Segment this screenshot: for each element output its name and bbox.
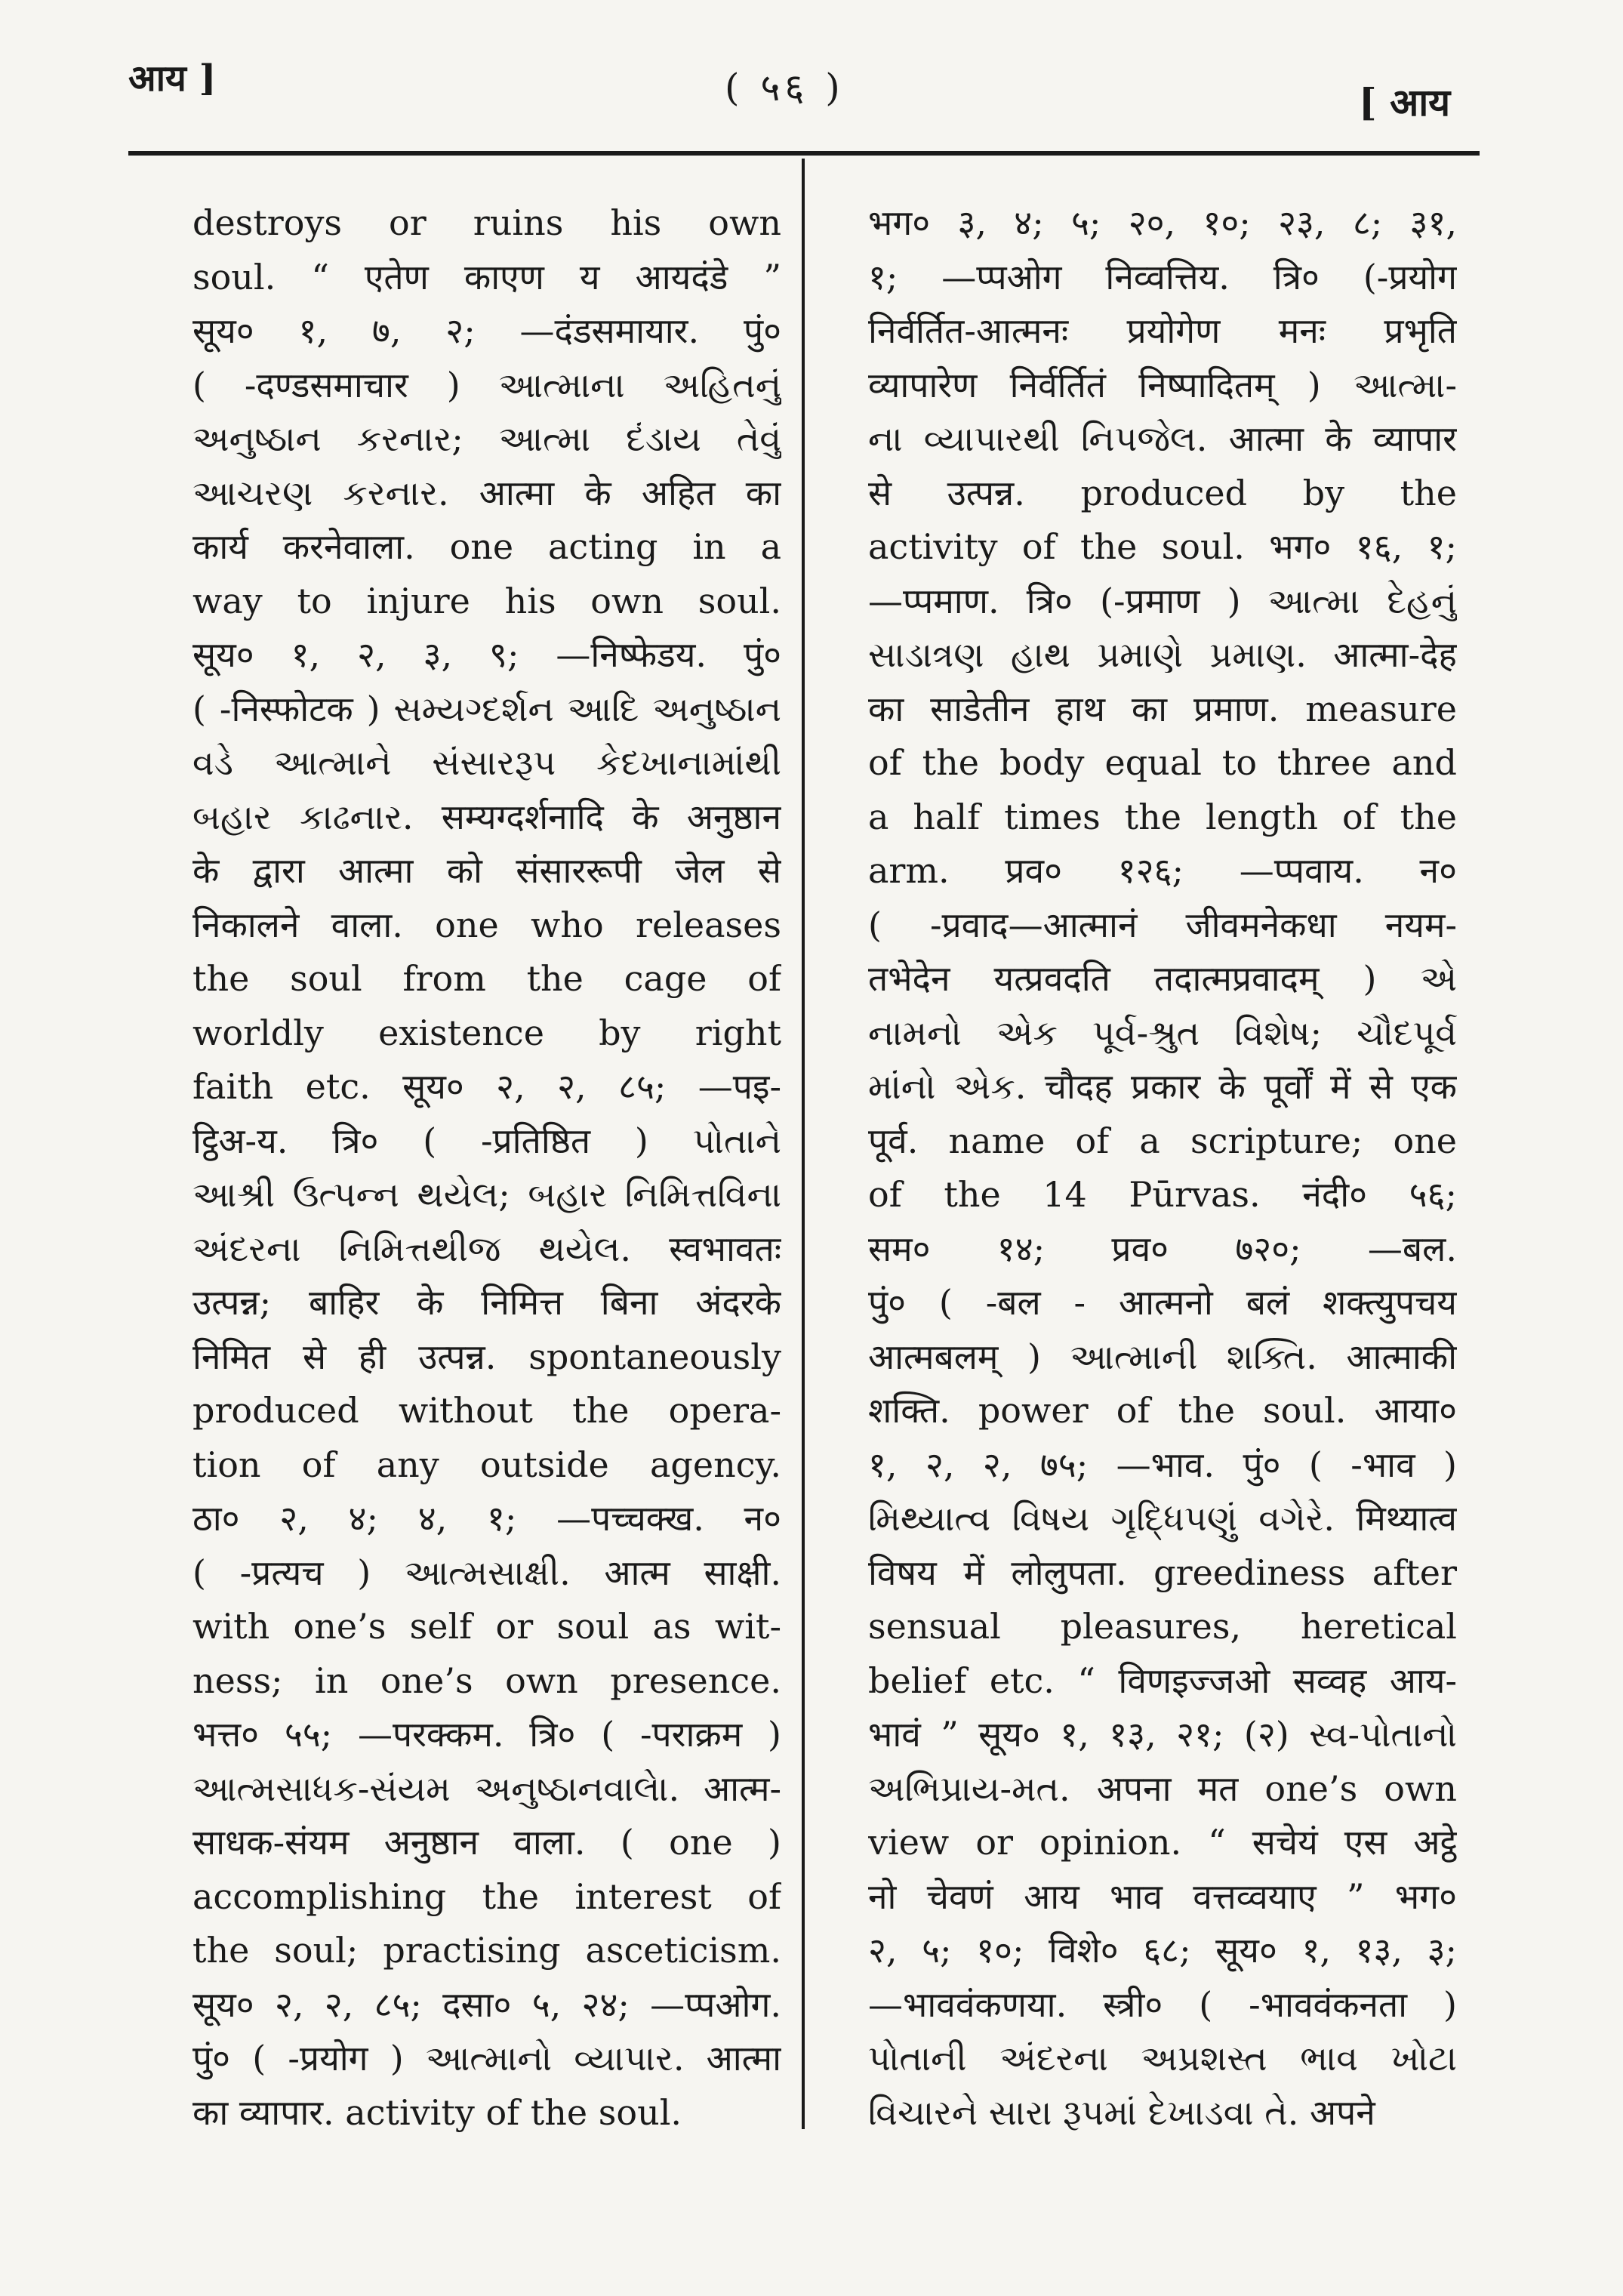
text-line: the soul; practising asceticism.	[192, 1930, 781, 1971]
text-line: આશ્રી ઉત્પન્ન થયેલ; બહાર નિમિત્તવિના	[192, 1174, 781, 1215]
text-line: with one’s self or soul as wit-	[192, 1606, 781, 1647]
header-left-guide-word: आय ]	[128, 57, 217, 100]
text-line: activity of the soul. भग० १६, १;	[868, 526, 1457, 567]
text-line: व्यापारेण निर्वर्तितं निष्पादितम् ) આત્મા-	[868, 364, 1457, 405]
text-line: का साडेतीन हाथ का प्रमाण. measure	[868, 688, 1457, 729]
text-line: से उत्पन्न. produced by the	[868, 472, 1457, 513]
text-line: १, २, २, ७५; —भाव. पुं० ( -भाव )	[868, 1444, 1457, 1485]
text-line: the soul from the cage of	[192, 958, 781, 999]
text-line: विषय में लोलुपता. greediness after	[868, 1552, 1457, 1593]
text-line: ( -प्रवाद—आत्मानं जीवमनेकधा नयम-	[868, 904, 1457, 945]
text-line: पुं० ( -प्रयोग ) આત્માનો વ્યાપાર. आत्मा	[192, 2038, 781, 2079]
header-right-guide-word: [ आय	[1359, 80, 1451, 125]
text-line: વડે આત્માને સંસારરૂપ કેદખાનામાંથી	[192, 742, 781, 783]
text-line: વિચારને સારા રૂપમાં દેખાડવા તે. अपने	[868, 2091, 1375, 2133]
text-line: ( -प्रत्यच ) આત્મસાક્ષી. आत्म साक्षी.	[192, 1552, 781, 1593]
page-number: ( ५६ )	[725, 66, 845, 109]
text-line: सूय० १, ७, २; —दंडसमायार. पुं०	[192, 310, 781, 351]
text-line: સાડાત્રણ હાથ પ્રમાણે પ્રમાણ. आत्मा-देह	[868, 634, 1457, 675]
text-line: accomplishing the interest of	[192, 1875, 781, 1917]
text-line: साधक-संयम अनुष्ठान वाला. ( one )	[192, 1822, 781, 1863]
text-line: निर्वर्तित-आत्मनः प्रयोगेण मनः प्रभृति	[868, 310, 1457, 351]
text-line: of the body equal to three and	[868, 742, 1457, 783]
text-line: ness; in one’s own presence.	[192, 1660, 781, 1701]
text-line: અનુષ્ઠાન કરનાર; આત્મા દંડાય તેવું	[192, 418, 781, 459]
text-line: મિથ્યાત્વ વિષય ગૃદ્ધિપણું વગેરે. मिथ्यात्व	[868, 1498, 1457, 1539]
text-line: of the 14 Pūrvas. नंदी० ५६;	[868, 1174, 1457, 1215]
text-line: —प्पमाण. त्रि० (-प्रमाण ) આત્મા દેહનું	[868, 580, 1457, 621]
text-line: सम० १४; प्रव० ७२०; —बल.	[868, 1228, 1457, 1269]
text-line: आत्मबलम् ) આત્માની શક્તિ. आत्माकी	[868, 1336, 1457, 1377]
text-line: destroys or ruins his own	[192, 202, 781, 243]
text-line: arm. प्रव० १२६; —प्पवाय. न०	[868, 850, 1457, 891]
text-line: भावं ” सूय० १, १३, २१; (२) સ્વ-પોતાનો	[868, 1714, 1457, 1755]
text-line: कार्य करनेवाला. one acting in a	[192, 526, 781, 567]
text-line: पूर्व. name of a scripture; one	[868, 1120, 1457, 1161]
text-line: soul. “ एतेण काएण य आयदंडे ”	[192, 256, 781, 297]
text-line: belief etc. “ विणइज्जओ सव्वह आय-	[868, 1660, 1457, 1701]
left-column	[192, 196, 781, 2140]
text-line: નામનો એક પૂર્વ-શ્રુત વિશેષ; ચૌદપૂર્વ	[868, 1012, 1457, 1053]
header-rule	[128, 151, 1480, 156]
text-line: ( -निस्फोटक ) સમ્યગ્દર્શન આદિ અનુષ્ઠાન	[192, 688, 781, 729]
text-line: ( -दण्डसमाचार ) આત્માના અહિતનું	[192, 364, 781, 405]
text-line: तभेदेन यत्प्रवदति तदात्मप्रवादम् ) એ	[868, 958, 1457, 999]
text-line: અભિપ્રાય-મત. अपना मत one’s own	[868, 1767, 1457, 1809]
text-line: આચરણ કરનાર. आत्मा के अहित का	[192, 472, 781, 513]
text-line: उत्पन्न; बाहिर के निमित्त बिना अंदरके	[192, 1282, 781, 1323]
text-line: માંનો એક. चौदह प्रकार के पूर्वों में से एक	[868, 1066, 1457, 1107]
text-line: सूय० १, २, ३, ९; —निष्फेडय. पुं०	[192, 634, 781, 675]
text-line: produced without the opera-	[192, 1390, 781, 1431]
text-line: sensual pleasures, heretical	[868, 1606, 1457, 1647]
text-line: भत्त० ५५; —परक्कम. त्रि० ( -पराक्रम )	[192, 1714, 781, 1755]
text-line: worldly existence by right	[192, 1012, 781, 1053]
text-line: tion of any outside agency.	[192, 1444, 781, 1485]
text-line: सूय० २, २, ८५; दसा० ५, २४; —प्पओग.	[192, 1983, 781, 2025]
text-line: निमित से ही उत्पन्न. spontaneously	[192, 1336, 781, 1377]
text-line: २, ५; १०; विशे० ६८; सूय० १, १३, ३;	[868, 1930, 1457, 1971]
text-line: निकालने वाला. one who releases	[192, 904, 781, 945]
right-column	[868, 196, 1457, 2140]
text-line: અંદરના નિમિત્તથીજ થયેલ. स्वभावतः	[192, 1228, 781, 1269]
text-line: पुं० ( -बल - आत्मनो बलं शक्त्युपचय	[868, 1282, 1457, 1323]
text-line: शक्ति. power of the soul. आया०	[868, 1390, 1457, 1431]
text-line: —भाववंकणया. स्त्री० ( -भाववंकनता )	[868, 1983, 1457, 2025]
text-line: a half times the length of the	[868, 796, 1457, 837]
text-line: પોતાની અંદરના અપ્રશસ્ત ભાવ ખોટા	[868, 2038, 1457, 2079]
text-line: ट्ठिअ-य. त्रि० ( -प्रतिष्ठित ) પોતાને	[192, 1120, 781, 1161]
text-line: के द्वारा आत्मा को संसाररूपी जेल से	[192, 850, 781, 891]
text-line: view or opinion. “ सचेयं एस अट्ठे	[868, 1822, 1457, 1863]
text-line: way to injure his own soul.	[192, 580, 781, 621]
text-line: આત્મસાધક-સંયમ અનુષ્ઠાનવાલેા. आत्म-	[192, 1767, 781, 1809]
text-line: ठा० २, ४; ४, १; —पच्चक्ख. न०	[192, 1498, 781, 1539]
text-line: का व्यापार. activity of the soul.	[192, 2091, 682, 2133]
text-line: नो चेवणं आय भाव वत्तव्वयाए ” भग०	[868, 1875, 1457, 1917]
text-line: બહાર કાઢનાર. सम्यग्दर्शनादि के अनुष्ठान	[192, 796, 781, 837]
column-divider	[802, 159, 805, 2129]
text-line: faith etc. सूय० २, २, ८५; —पइ-	[192, 1066, 781, 1107]
page-header	[0, 0, 1623, 132]
text-line: १; —प्पओग निव्वत्तिय. त्रि० (-प्रयोग	[868, 256, 1457, 297]
text-line: भग० ३, ४; ५; २०, १०; २३, ८; ३१,	[868, 202, 1457, 243]
text-line: ના વ્યાપારથી નિપજેલ. आत्मा के व्यापार	[868, 418, 1457, 459]
